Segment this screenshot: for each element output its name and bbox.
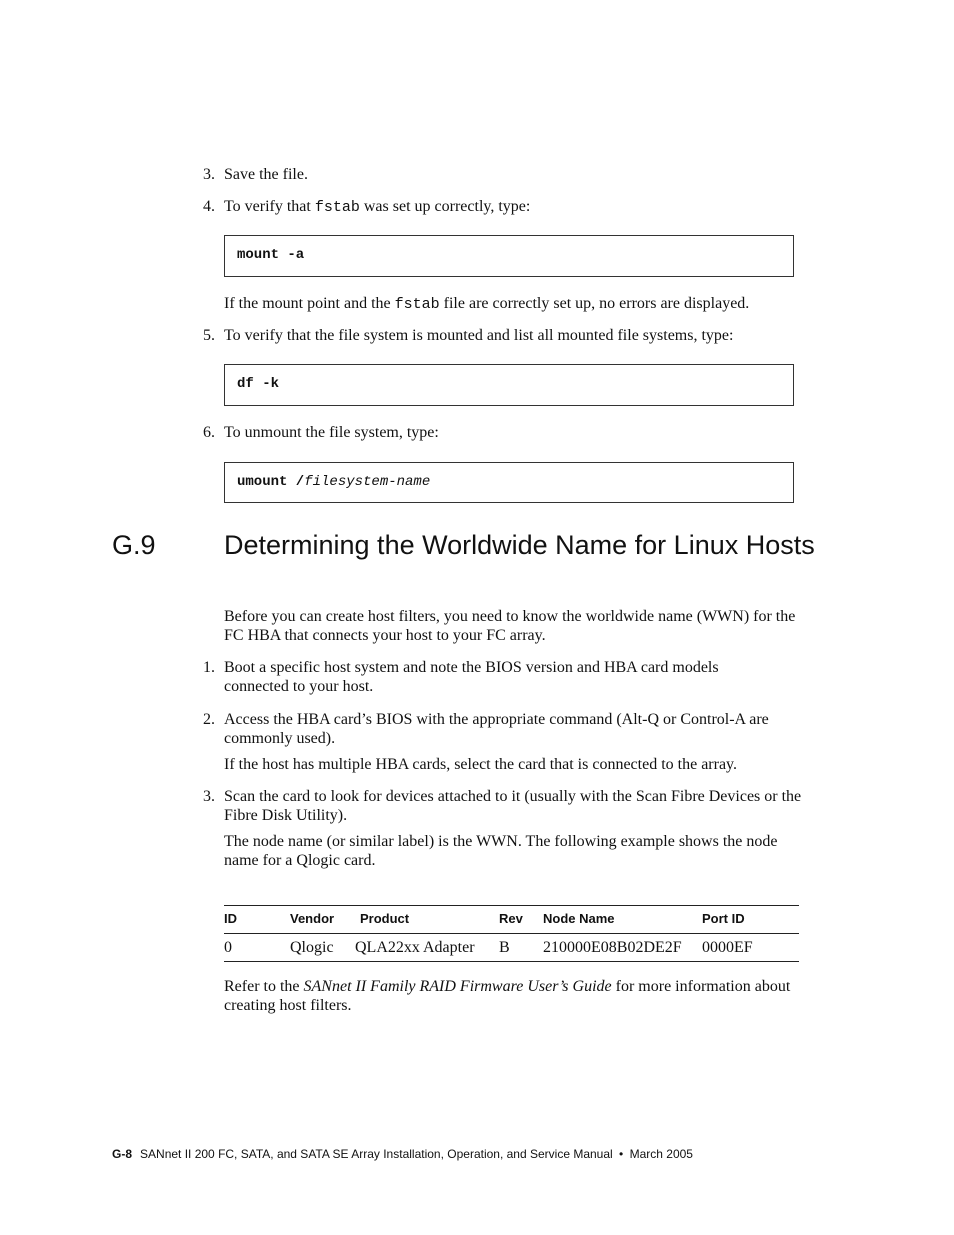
note-pre: If the mount point and the xyxy=(224,295,395,312)
table-cell-id: 0 xyxy=(224,939,232,956)
step-text: Scan the card to look for devices attached to it (usually with the Scan Fibre Devices or the Fibre Disk Utility). xyxy=(224,788,802,824)
step-text-pre: To verify that xyxy=(224,198,315,215)
step-number: 4. xyxy=(203,198,215,215)
code-box-umount xyxy=(224,462,794,503)
table-header-rev: Rev xyxy=(499,911,523,926)
inline-code: fstab xyxy=(314,199,360,216)
step-text: To unmount the file system, type: xyxy=(224,424,439,441)
step-text: Access the HBA card’s BIOS with the appropriate command (Alt-Q or Control-A are commonly used). xyxy=(224,711,769,747)
step-text: Boot a specific host system and note the BIOS version and HBA card models connected to your host. xyxy=(224,659,719,695)
code-box-mount xyxy=(224,235,794,277)
footer-title: SANnet II 200 FC, SATA, and SATA SE Array Installation, Operation, and Service Manual xyxy=(140,1147,613,1161)
step-text: To verify that the file system is mounted and list all mounted file systems, type: xyxy=(224,327,734,344)
step-number: 3. xyxy=(203,166,215,183)
section-number: G.9 xyxy=(112,530,156,560)
step-text-post: was set up correctly, type: xyxy=(359,198,531,215)
code-mount: mount -a xyxy=(237,247,305,263)
inline-code: fstab xyxy=(394,296,440,313)
table-cell-port-id: 0000EF xyxy=(702,939,753,956)
step-number: 5. xyxy=(203,327,215,344)
table-header-vendor: Vendor xyxy=(290,911,335,926)
code-umount-cmd: umount / xyxy=(237,474,305,490)
table-header-rule xyxy=(224,933,799,934)
table-cell-vendor: Qlogic xyxy=(290,939,334,956)
table-cell-rev: B xyxy=(499,939,510,956)
table-bottom-rule xyxy=(224,961,799,962)
code-box-df xyxy=(224,364,794,406)
code-umount xyxy=(237,474,430,490)
footer-date: March 2005 xyxy=(629,1147,693,1161)
table-cell-node-name: 210000E08B02DE2F xyxy=(543,939,682,956)
step-number: 2. xyxy=(203,711,215,728)
code-umount-arg: filesystem-name xyxy=(304,474,431,490)
closing-pre: Refer to the xyxy=(224,978,304,995)
step-note: The node name (or similar label) is the WWN. The following example shows the node name for a Qlogic card. xyxy=(224,833,778,869)
page-number: G-8 xyxy=(112,1147,133,1161)
step-note: If the host has multiple HBA cards, select the card that is connected to the array. xyxy=(224,756,738,773)
code-df: df -k xyxy=(237,376,280,392)
closing-post: for more information about creating host filters. xyxy=(224,978,791,1014)
section-title: Determining the Worldwide Name for Linux Hosts xyxy=(224,530,815,560)
step-number: 3. xyxy=(203,788,215,805)
intro-paragraph: Before you can create host filters, you need to know the worldwide name (WWN) for the FC HBA that connects your host to your FC array. xyxy=(224,608,796,644)
closing-paragraph xyxy=(224,977,794,1015)
table-header-port-id: Port ID xyxy=(702,911,745,926)
step-text xyxy=(224,197,814,217)
note-post: file are correctly set up, no errors are displayed. xyxy=(439,295,750,312)
step-number: 6. xyxy=(203,424,215,441)
table-top-rule xyxy=(224,905,799,906)
page-footer xyxy=(112,1147,693,1161)
table-header-id: ID xyxy=(224,911,237,926)
note-mount xyxy=(224,294,814,314)
table-cell-product: QLA22xx Adapter xyxy=(355,939,475,956)
table-header-node-name: Node Name xyxy=(543,911,615,926)
step-text: Save the file. xyxy=(224,166,308,183)
table-header-product: Product xyxy=(360,911,410,926)
step-number: 1. xyxy=(203,659,215,676)
guide-title: SANnet II Family RAID Firmware User’s Guide xyxy=(303,978,612,995)
footer-bullet: • xyxy=(619,1147,624,1161)
